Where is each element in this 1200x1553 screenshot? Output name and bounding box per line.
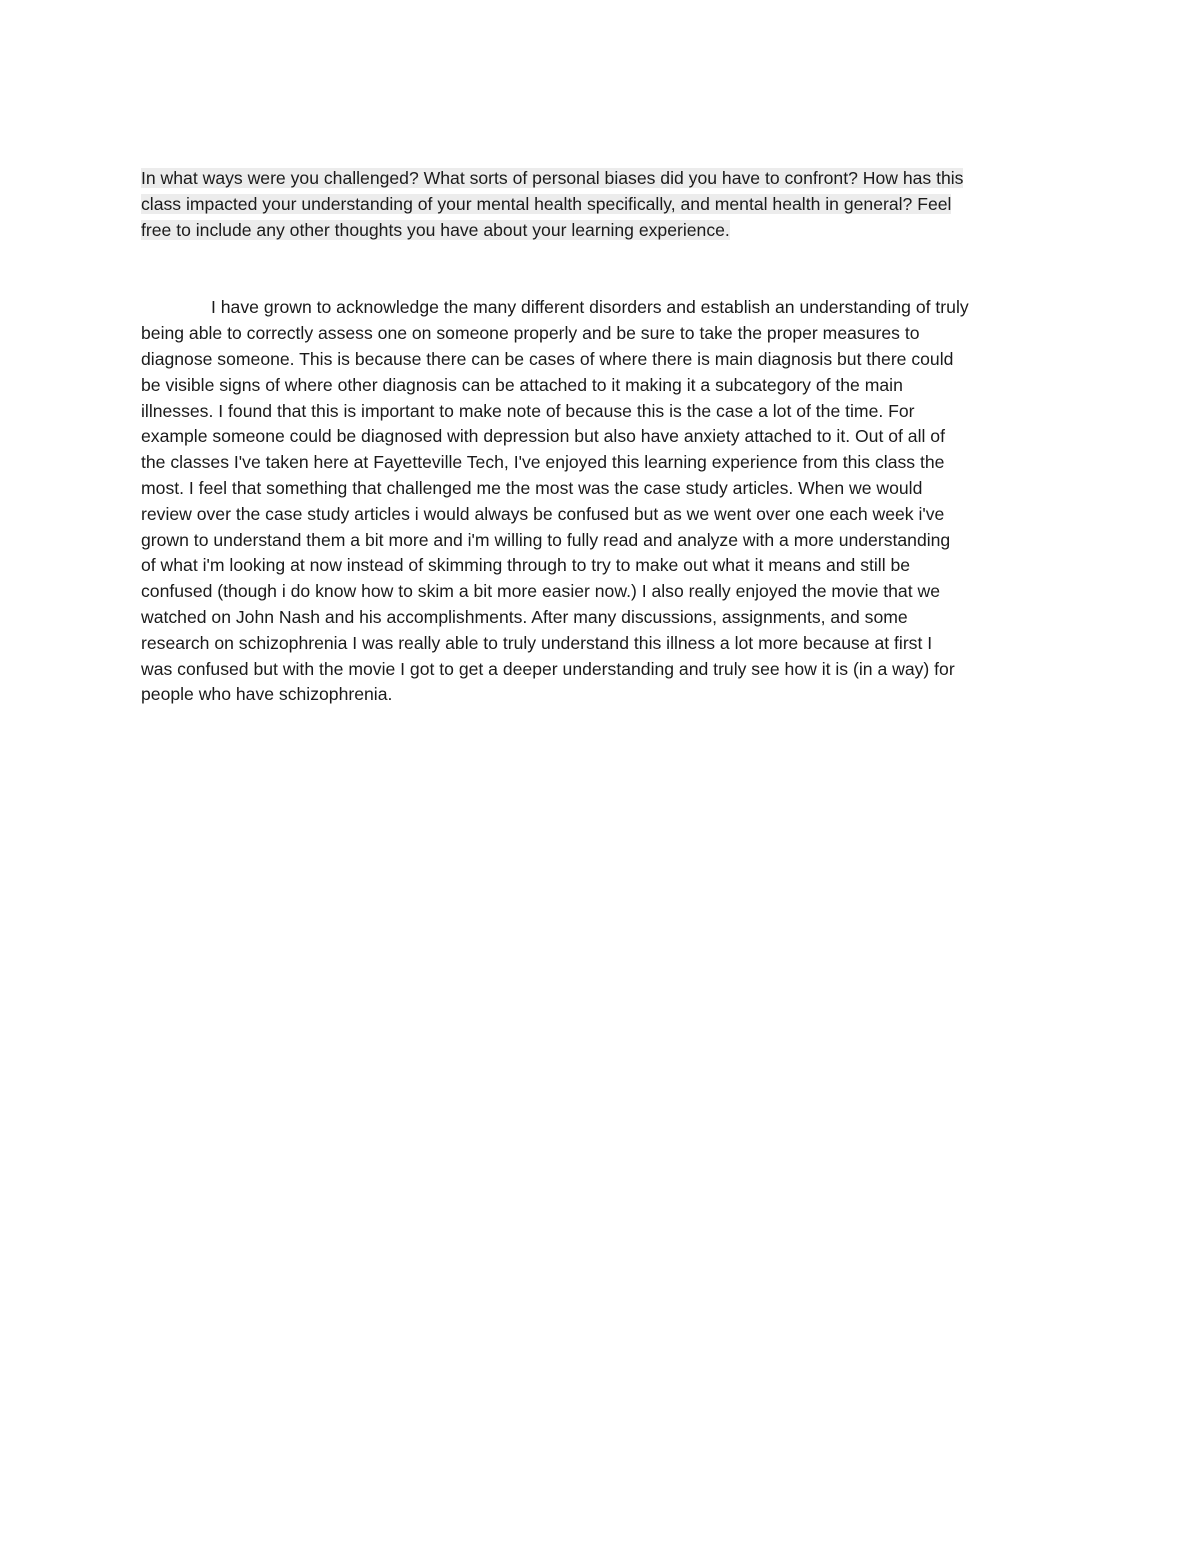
response-line: of what i'm looking at now instead of skimming through to try to make out what it means and still be <box>141 555 911 576</box>
response-line: be visible signs of where other diagnosis can be attached to it making it a subcategory of the main <box>141 374 903 395</box>
prompt-line <box>141 218 1071 244</box>
response-line: illnesses. I found that this is important to make note of because this is the case a lot of the time. For <box>141 400 915 421</box>
response-line: watched on John Nash and his accomplishments. After many discussions, assignments, and some <box>141 606 908 627</box>
prompt-line <box>141 166 1071 192</box>
response-line: diagnose someone. This is because there can be cases of where there is main diagnosis but there could <box>141 348 954 369</box>
prompt-text: free to include any other thoughts you have about your learning experience. <box>141 219 730 240</box>
response-line: review over the case study articles i would always be confused but as we went over one each week i've <box>141 503 945 524</box>
response-line: example someone could be diagnosed with depression but also have anxiety attached to it. Out of all of <box>141 426 945 447</box>
response-line: people who have schizophrenia. <box>141 684 393 705</box>
response-line: being able to correctly assess one on someone properly and be sure to take the proper measures to <box>141 323 920 344</box>
document-page <box>141 166 1071 708</box>
response-line: was confused but with the movie I got to get a deeper understanding and truly see how it is (in a way) for <box>141 658 955 679</box>
response-line: the classes I've taken here at Fayetteville Tech, I've enjoyed this learning experience from this class the <box>141 452 945 473</box>
response-line: research on schizophrenia I was really able to truly understand this illness a lot more because at first I <box>141 632 933 653</box>
response-line: most. I feel that something that challenged me the most was the case study articles. When we would <box>141 477 923 498</box>
prompt-line <box>141 192 1071 218</box>
prompt-question <box>141 166 1071 243</box>
response-line: confused (though i do know how to skim a bit more easier now.) I also really enjoyed the movie that we <box>141 581 940 602</box>
response-line: I have grown to acknowledge the many different disorders and establish an understanding of truly <box>211 297 969 318</box>
prompt-text: class impacted your understanding of your mental health specifically, and mental health in general? Feel <box>141 193 952 214</box>
response-line: grown to understand them a bit more and i'm willing to fully read and analyze with a more understanding <box>141 529 951 550</box>
response-paragraph <box>141 295 1071 708</box>
prompt-text: In what ways were you challenged? What sorts of personal biases did you have to confront? How has this <box>141 168 964 188</box>
